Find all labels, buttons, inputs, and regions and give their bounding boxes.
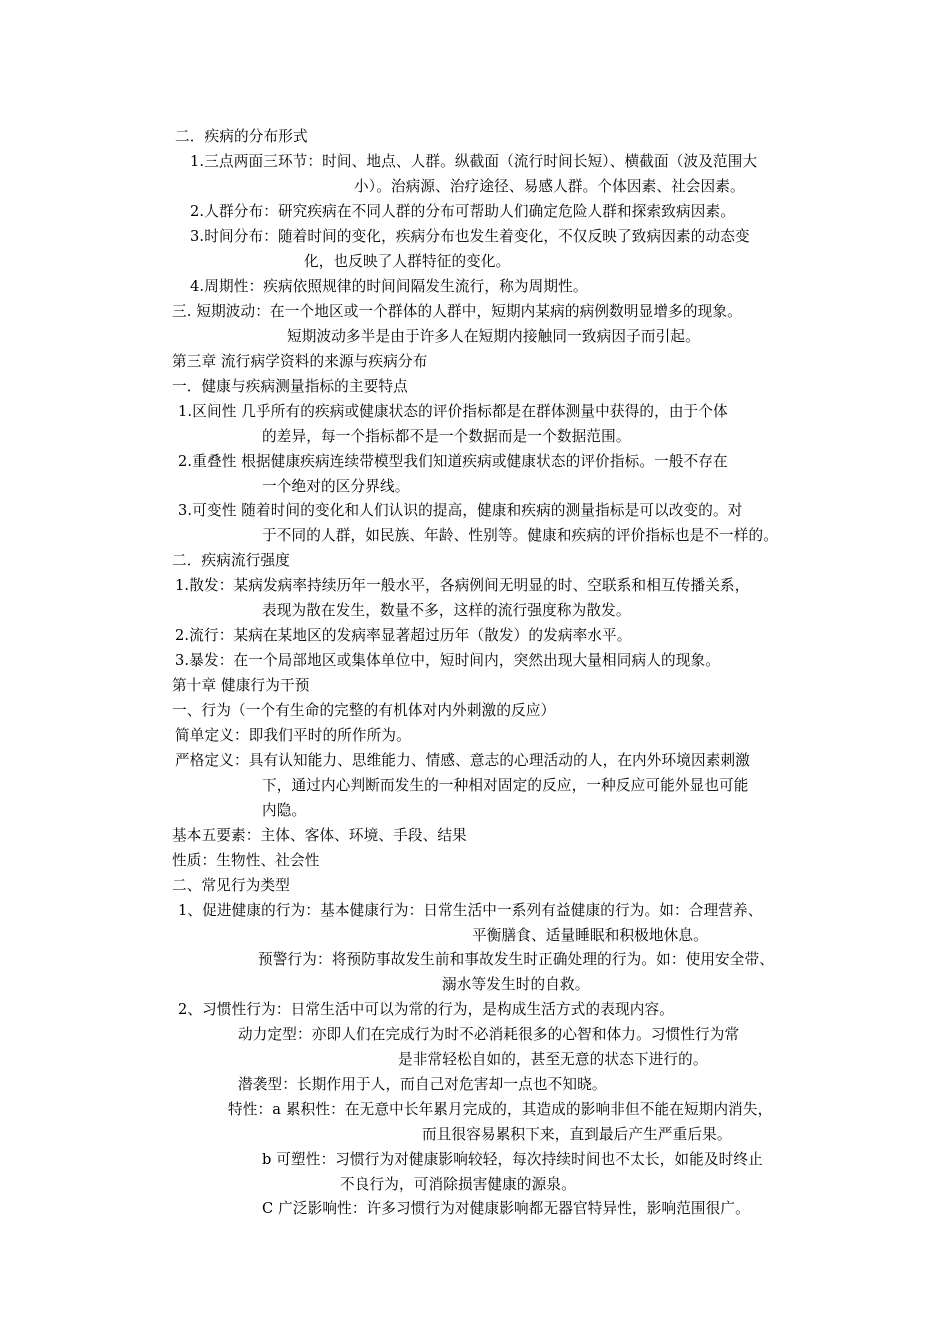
list-item-cont: 于不同的人群，如民族、年龄、性别等。健康和疾病的评价指标也是不一样的。 (262, 527, 779, 544)
list-item: 1.三点两面三环节：时间、地点、人群。纵截面（流行时间长短）、横截面（波及范围大 (190, 153, 758, 170)
list-item: 2.流行：某病在某地区的发病率显著超过历年（散发）的发病率水平。 (175, 627, 632, 644)
list-item-cont: 化，也反映了人群特征的变化。 (304, 253, 511, 270)
list-item-cont: 表现为散在发生，数量不多，这样的流行强度称为散发。 (262, 602, 631, 619)
list-item: 3.可变性 随着时间的变化和人们认识的提高，健康和疾病的测量指标是可以改变的。对 (178, 502, 743, 519)
sub-item: C 广泛影响性：许多习惯行为对健康影响都无器官特异性，影响范围很广。 (262, 1200, 750, 1217)
paragraph: 基本五要素：主体、客体、环境、手段、结果 (172, 827, 467, 844)
sub-item: 特性：a 累积性：在无意中长年累月完成的，其造成的影响非但不能在短期内消失， (228, 1101, 773, 1118)
definition-cont: 内隐。 (262, 802, 307, 819)
list-item: 3.暴发：在一个局部地区或集体单位中，短时间内，突然出现大量相同病人的现象。 (175, 652, 721, 669)
sub-item-cont: 而且很容易累积下来，直到最后产生严重后果。 (422, 1126, 732, 1143)
section-heading: 一．健康与疾病测量指标的主要特点 (172, 378, 408, 395)
sub-item: 潜袭型：长期作用于人，而自己对危害却一点也不知晓。 (238, 1076, 607, 1093)
list-item-cont: 一个绝对的区分界线。 (262, 478, 410, 495)
sub-item-cont: 不良行为，可消除损害健康的源泉。 (340, 1176, 576, 1193)
list-item: 2、习惯性行为：日常生活中可以为常的行为，是构成生活方式的表现内容。 (178, 1001, 674, 1018)
section-heading: 一、行为（一个有生命的完整的有机体对内外刺激的反应） (172, 702, 556, 719)
sub-item: b 可塑性：习惯行为对健康影响较轻，每次持续时间也不太长，如能及时终止 (262, 1151, 763, 1168)
sub-item: 动力定型：亦即人们在完成行为时不必消耗很多的心智和体力。习惯性行为常 (238, 1026, 740, 1043)
list-item: 1、促进健康的行为：基本健康行为：日常生活中一系列有益健康的行为。如：合理营养、 (178, 902, 763, 919)
definition: 严格定义：具有认知能力、思维能力、情感、意志的心理活动的人，在内外环境因素刺激 (175, 752, 751, 769)
list-item: 1.区间性 几乎所有的疾病或健康状态的评价指标都是在群体测量中获得的，由于个体 (178, 403, 728, 420)
list-item: 1.散发：某病发病率持续历年一般水平，各病例间无明显的时、空联系和相互传播关系， (175, 577, 750, 594)
paragraph-cont: 短期波动多半是由于许多人在短期内接触同一致病因子而引起。 (287, 328, 700, 345)
sub-item-cont: 是非常轻松自如的，甚至无意的状态下进行的。 (398, 1051, 708, 1068)
list-item: 4.周期性：疾病依照规律的时间间隔发生流行，称为周期性。 (190, 278, 588, 295)
section-heading: 三. 短期波动：在一个地区或一个群体的人群中，短期内某病的病例数明显增多的现象。 (172, 303, 742, 320)
paragraph: 性质：生物性、社会性 (172, 852, 320, 869)
definition-cont: 下，通过内心判断而发生的一种相对固定的反应，一种反应可能外显也可能 (262, 777, 749, 794)
sub-item: 预警行为：将预防事故发生前和事故发生时正确处理的行为。如：使用安全带、 (258, 951, 775, 968)
list-item: 2.重叠性 根据健康疾病连续带模型我们知道疾病或健康状态的评价指标。一般不存在 (178, 453, 728, 470)
list-item: 2.人群分布：研究疾病在不同人群的分布可帮助人们确定危险人群和探索致病因素。 (190, 203, 736, 220)
section-heading: 二、常见行为类型 (172, 877, 290, 894)
definition: 简单定义：即我们平时的所作所为。 (175, 727, 411, 744)
section-heading: 二．疾病的分布形式 (175, 128, 308, 145)
chapter-heading: 第三章 流行病学资料的来源与疾病分布 (172, 353, 428, 370)
list-item: 3.时间分布：随着时间的变化，疾病分布也发生着变化，不仅反映了致病因素的动态变 (190, 228, 750, 245)
sub-item-cont: 溺水等发生时的自救。 (442, 976, 590, 993)
list-item-cont: 小）。治病源、治疗途径、易感人群。个体因素、社会因素。 (354, 178, 745, 195)
section-heading: 二．疾病流行强度 (172, 552, 290, 569)
list-item-cont: 的差异，每一个指标都不是一个数据而是一个数据范围。 (262, 428, 631, 445)
chapter-heading: 第十章 健康行为干预 (172, 677, 310, 694)
list-item-cont: 平衡膳食、适量睡眠和积极地休息。 (472, 927, 708, 944)
